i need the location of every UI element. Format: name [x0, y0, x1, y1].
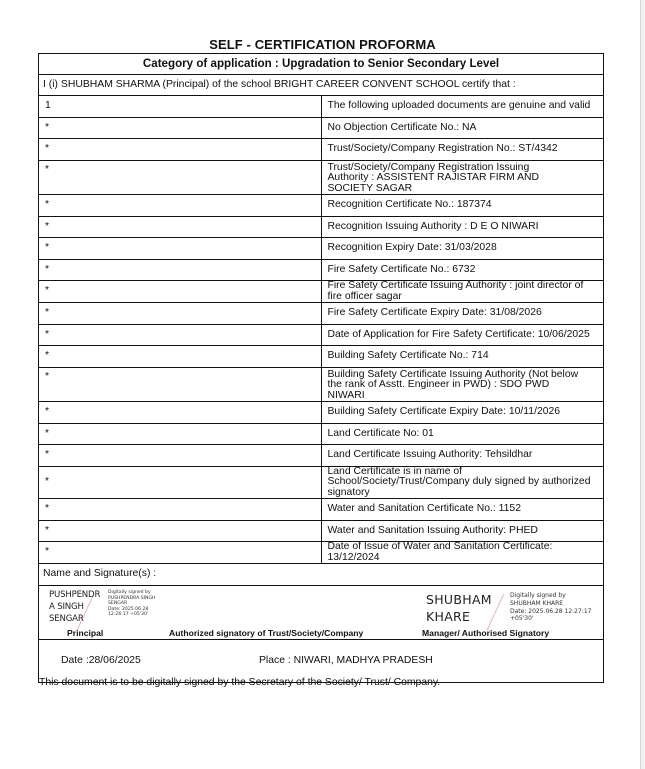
- document-title: SELF - CERTIFICATION PROFORMA: [209, 37, 436, 52]
- signature-right-name-line: SHUBHAM: [426, 592, 492, 607]
- row-marker: *: [39, 160, 322, 195]
- digital-stamp-line: Digitally signed by: [108, 590, 151, 595]
- row-text: Land Certificate is in name of School/Society/Trust/Company duly signed by authorized signatory: [321, 466, 604, 499]
- signatures-label: Name and Signature(s) :: [39, 564, 604, 586]
- row-text: The following uploaded documents are genuine and valid: [321, 96, 604, 118]
- row-marker: *: [39, 195, 322, 217]
- signing-place: Place : NIWARI, MADHYA PRADESH: [259, 655, 433, 666]
- row-text: Date of Application for Fire Safety Certificate: 10/06/2025: [321, 324, 604, 346]
- table-row: [39, 466, 604, 499]
- row-marker: *: [39, 216, 322, 238]
- table-row: [39, 367, 604, 402]
- row-text: Building Safety Certificate No.: 714: [321, 346, 604, 368]
- row-marker: *: [39, 402, 322, 424]
- row-text: Recognition Expiry Date: 31/03/2028: [321, 238, 604, 260]
- digital-stamp-line: Digitally signed by: [510, 592, 566, 599]
- table-row: [39, 216, 604, 238]
- table-row: [39, 445, 604, 467]
- row-marker: *: [39, 281, 322, 303]
- signature-left-name-line: A SINGH: [49, 602, 84, 612]
- table-row: [39, 117, 604, 139]
- table-row: [39, 238, 604, 260]
- row-text: Land Certificate Issuing Authority: Tehsildhar: [321, 445, 604, 467]
- row-marker: *: [39, 324, 322, 346]
- row-marker: *: [39, 499, 322, 521]
- row-text: Building Safety Certificate Issuing Authority (Not below the rank of Asstt. Engineer in PWD) : SDO PWD NIWARI: [321, 367, 604, 402]
- table-row: [39, 402, 604, 424]
- signing-date: Date :28/06/2025: [61, 655, 141, 666]
- row-text: Fire Safety Certificate Issuing Authority : joint director of fire officer sagar: [321, 281, 604, 303]
- row-text: Fire Safety Certificate No.: 6732: [321, 259, 604, 281]
- table-row: [39, 520, 604, 542]
- row-marker: *: [39, 466, 322, 499]
- row-text: Date of Issue of Water and Sanitation Certificate: 13/12/2024: [321, 542, 604, 564]
- digital-stamp-line: Date: 2025.06.28: [108, 606, 149, 612]
- category-of-application: Category of application : Upgradation to Senior Secondary Level: [39, 54, 604, 75]
- table-row: [39, 139, 604, 161]
- row-text: Trust/Society/Company Registration No.: ST/4342: [321, 139, 604, 161]
- row-marker: *: [39, 520, 322, 542]
- certify-intro: I (i) SHUBHAM SHARMA (Principal) of the school BRIGHT CAREER CONVENT SCHOOL certify that :: [39, 75, 604, 96]
- table-row: [39, 542, 604, 564]
- table-row: [39, 346, 604, 368]
- signature-left-name-line: SENGAR: [49, 614, 84, 624]
- row-text: Water and Sanitation Certificate No.: 1152: [321, 499, 604, 521]
- signature-block: [39, 586, 604, 640]
- digital-stamp-line: Date: 2025.06.28 12:27:17: [510, 607, 592, 615]
- table-row: [39, 195, 604, 217]
- row-text: No Objection Certificate No.: NA: [321, 117, 604, 139]
- manager-signatory-label: Manager/ Authorised Signatory: [422, 628, 550, 638]
- table-row: [39, 281, 604, 303]
- row-marker: *: [39, 139, 322, 161]
- row-marker: *: [39, 346, 322, 368]
- signature-right-digital-stamp: [510, 592, 591, 623]
- row-marker: *: [39, 423, 322, 445]
- row-text: Water and Sanitation Issuing Authority: PHED: [321, 520, 604, 542]
- row-marker: *: [39, 445, 322, 467]
- table-row: [39, 423, 604, 445]
- authorized-signatory-label: Authorized signatory of Trust/Society/Company: [169, 628, 364, 638]
- certification-table: [38, 53, 604, 683]
- digital-stamp-line: +05'30': [510, 615, 534, 623]
- signature-left-name: [49, 589, 100, 625]
- table-row: [39, 160, 604, 195]
- row-text: Building Safety Certificate Expiry Date: 10/11/2026: [321, 402, 604, 424]
- row-text: Recognition Issuing Authority : D E O NIWARI: [321, 216, 604, 238]
- digital-stamp-line: SHUBHAM KHARE: [510, 599, 564, 607]
- row-text: Recognition Certificate No.: 187374: [321, 195, 604, 217]
- table-row: [39, 96, 604, 118]
- digital-stamp-line: 12:26:17 +05'30': [108, 612, 149, 618]
- table-row: [39, 499, 604, 521]
- table-row: [39, 303, 604, 325]
- signature-right-name: [426, 591, 492, 625]
- page-edge-scrollbar: [640, 0, 645, 769]
- row-text: Trust/Society/Company Registration Issuing Authority : ASSISTENT RAJISTAR FIRM AND SOCIETY SAGAR: [321, 160, 604, 195]
- signature-left-digital-stamp: [108, 590, 155, 618]
- row-marker: *: [39, 238, 322, 260]
- row-marker: *: [39, 367, 322, 402]
- row-marker: *: [39, 117, 322, 139]
- row-text: Land Certificate No: 01: [321, 423, 604, 445]
- digital-stamp-line: SENGAR: [108, 601, 128, 607]
- row-marker: *: [39, 259, 322, 281]
- row-marker: *: [39, 303, 322, 325]
- signature-left-name-line: PUSHPENDR: [49, 590, 101, 600]
- principal-label: Principal: [67, 628, 104, 638]
- footer-note: This document is to be digitally signed by the Secretary of the Society/ Trust/ Company.: [39, 677, 441, 688]
- row-marker: 1: [39, 96, 322, 118]
- table-row: [39, 259, 604, 281]
- row-marker: *: [39, 542, 322, 564]
- digital-stamp-line: PUSHPENDRA SINGH: [108, 595, 156, 601]
- table-row: [39, 324, 604, 346]
- signature-right-name-line: KHARE: [426, 609, 471, 624]
- row-text: Fire Safety Certificate Expiry Date: 31/08/2026: [321, 303, 604, 325]
